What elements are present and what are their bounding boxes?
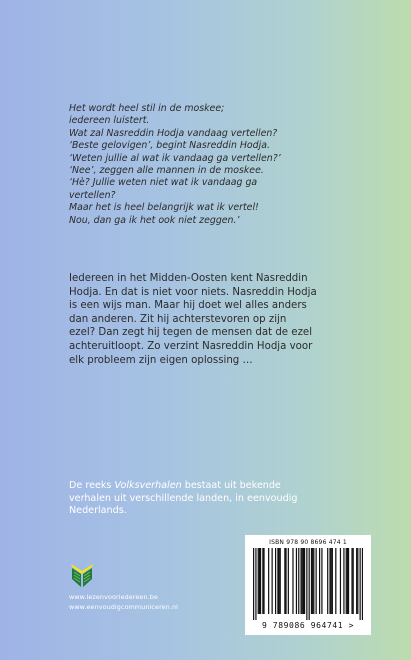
barcode-bar [278, 548, 279, 614]
barcode-bar [356, 548, 357, 614]
series-line-1 [69, 480, 389, 493]
barcode-bar [313, 548, 314, 614]
series-name: Volksverhalen [114, 480, 182, 491]
book-leaf-icon [70, 562, 94, 588]
poem-line: Het wordt heel stil in de moskee; [69, 103, 225, 114]
poem-line: Wat zal Nasreddin Hodja vandaag vertellen? [69, 127, 278, 139]
barcode-bar [316, 548, 317, 614]
poem-excerpt [69, 103, 399, 227]
barcode-bar [362, 548, 363, 620]
barcode-bar [329, 548, 330, 614]
barcode-bar [300, 548, 301, 614]
barcode-bar [302, 548, 303, 614]
barcode-bar [298, 548, 299, 614]
barcode-bar [280, 548, 281, 614]
blurb-line: Iedereen in het Midden-Oosten kent Nasreddin [69, 273, 308, 284]
poem-line: iedereen luistert. [69, 115, 150, 127]
series-prefix: De reeks [69, 480, 115, 491]
blurb-line: Hodja. En dat is niet voor niets. Nasreddin Hodja [69, 286, 317, 298]
blurb-line: achteruitloopt. Zo verzint Nasreddin Hodja voor [69, 340, 313, 352]
barcode-bar [343, 548, 344, 614]
barcode-bar [319, 548, 320, 614]
barcode-bar [346, 548, 347, 614]
barcode-bar [288, 548, 289, 614]
blurb-line: dan anderen. Zit hij achterstevoren op zijn [69, 313, 287, 325]
barcode-bar [285, 548, 286, 614]
isbn-label: ISBN 978 90 8696 474 1 [269, 539, 347, 546]
barcode-bar [303, 548, 304, 614]
barcode-bar [284, 548, 285, 614]
website-links [69, 593, 178, 612]
series-suffix: bestaat uit bekende [181, 480, 281, 491]
barcode-bar [331, 548, 332, 614]
barcode-bar [348, 548, 349, 614]
barcode-bar [259, 548, 260, 614]
barcode-bar [340, 548, 341, 614]
barcode-bar [263, 548, 264, 614]
poem-line: vertellen? [69, 189, 116, 201]
barcode-bar [277, 548, 278, 614]
barcode-bar [262, 548, 263, 614]
barcode-bar [311, 548, 312, 614]
barcode-bar [351, 548, 352, 614]
story-blurb [69, 272, 379, 367]
poem-line: Nou, dan ga ik het ook niet zeggen.’ [69, 214, 240, 226]
isbn-digits: 9 789086 964741 > [261, 621, 355, 630]
series-description [69, 480, 389, 518]
barcode-bar [304, 548, 305, 614]
series-line-2: verhalen uit verschillende landen, in eenvoudig [69, 492, 298, 504]
barcode-bar [347, 548, 348, 614]
barcode-bar [312, 548, 313, 614]
link-eenvoudigcommuniceren[interactable]: www.eenvoudigcommuniceren.nl [69, 602, 178, 611]
blurb-line: elk probleem zijn eigen oplossing … [69, 354, 253, 366]
barcode-bar [272, 548, 273, 614]
link-lezenvooriedereen[interactable]: www.lezenvooriedereen.be [69, 593, 158, 601]
barcode-bar [309, 548, 310, 620]
barcode-bar [335, 548, 336, 614]
blurb-line: is een wijs man. Maar hij doet wel alles anders [69, 300, 307, 312]
blurb-line: ezel? Dan zegt hij tegen de mensen dat de ezel [69, 327, 313, 339]
poem-line: ‘Hè? Jullie weten niet wat ik vandaag ga [69, 177, 258, 189]
barcode-bar [255, 548, 256, 620]
barcode-bar [353, 548, 354, 614]
barcode-bar [321, 548, 322, 614]
barcode-bar [292, 548, 293, 614]
barcode-icon [253, 548, 363, 620]
barcode-bar [306, 548, 307, 620]
series-line-3: Nederlands. [69, 505, 127, 517]
barcode-bar [260, 548, 261, 614]
barcode-bar [360, 548, 361, 620]
barcode-bar [296, 548, 297, 614]
barcode-bar [357, 548, 358, 614]
barcode-bar [332, 548, 333, 614]
barcode-bar [253, 548, 254, 620]
barcode-bar [275, 548, 276, 614]
poem-line: ‘Nee’, zeggen alle mannen in de moskee. [69, 165, 264, 177]
barcode-bar [327, 548, 328, 614]
barcode-bar [258, 548, 259, 614]
poem-line: ‘Weten jullie al wat ik vandaag ga vertellen?’ [69, 152, 281, 164]
barcode-panel [245, 535, 371, 635]
poem-line: Maar het is heel belangrijk wat ik vertel! [69, 202, 259, 214]
poem-line: ‘Beste gelovigen’, begint Nasreddin Hodja. [69, 140, 270, 152]
barcode-bar [268, 548, 269, 614]
